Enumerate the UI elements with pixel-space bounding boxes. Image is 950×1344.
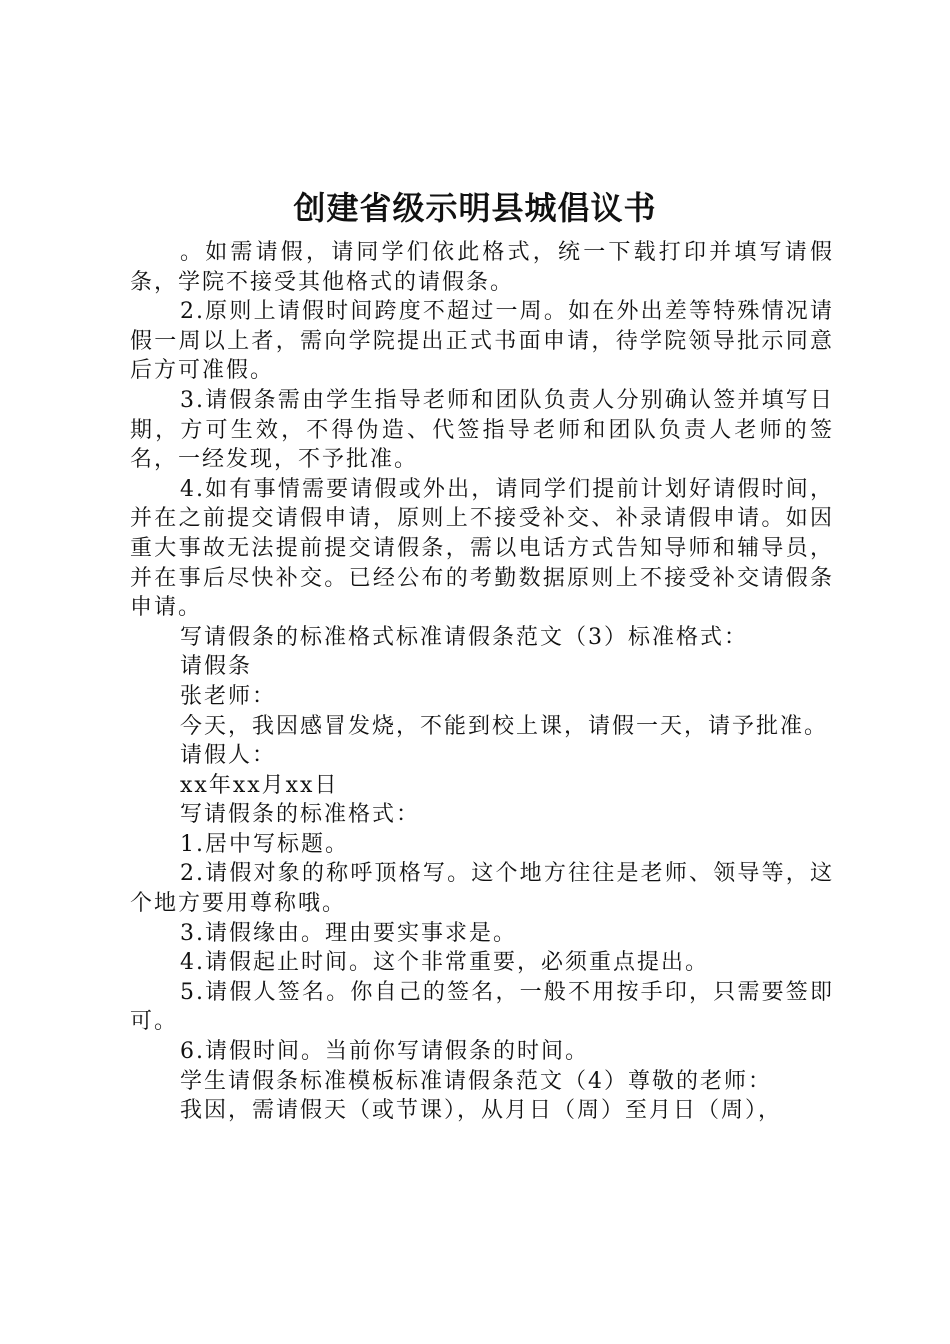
paragraph: 4.如有事情需要请假或外出，请同学们提前计划好请假时间，并在之前提交请假申请，原则上不接受补交、补录请假申请。如因重大事故无法提前提交请假条，需以电话方式告知导师和辅导员，并在事后尽快补交。已经公布的考勤数据原则上不接受补交请假条申请。 <box>130 476 834 621</box>
paragraph: 3.请假缘由。理由要实事求是。 <box>180 920 517 946</box>
paragraph: 学生请假条标准模板标准请假条范文（4）尊敬的老师： <box>180 1068 772 1094</box>
paragraph: 。如需请假，请同学们依此格式，统一下载打印并填写请假条，学院不接受其他格式的请假条。 <box>130 240 834 295</box>
paragraph: 请假人： <box>180 743 277 769</box>
paragraph: xx年xx月xx日 <box>180 772 339 798</box>
document-body <box>130 238 834 1126</box>
paragraph: 6.请假时间。当前你写请假条的时间。 <box>180 1039 589 1065</box>
paragraph: 2.原则上请假时间跨度不超过一周。如在外出差等特殊情况请假一周以上者，需向学院提出正式书面申请，待学院领导批示同意后方可准假。 <box>130 299 834 384</box>
paragraph: 1.居中写标题。 <box>180 831 349 857</box>
paragraph: 今天，我因感冒发烧，不能到校上课，请假一天，请予批准。 <box>180 713 829 739</box>
paragraph: 张老师： <box>180 683 277 709</box>
paragraph: 2.请假对象的称呼顶格写。这个地方往往是老师、领导等，这个地方要用尊称哦。 <box>130 861 834 917</box>
paragraph: 5.请假人签名。你自己的签名，一般不用按手印，只需要签即可。 <box>130 979 834 1035</box>
paragraph: 4.请假起止时间。这个非常重要，必须重点提出。 <box>180 950 709 976</box>
paragraph: 写请假条的标准格式： <box>180 802 421 828</box>
paragraph: 3.请假条需由学生指导老师和团队负责人分别确认签并填写日期，方可生效，不得伪造、代签指导老师和团队负责人老师的签名，一经发现，不予批准。 <box>130 387 834 473</box>
document-title: 创建省级示明县城倡议书 <box>293 189 657 227</box>
paragraph: 请假条 <box>180 654 253 680</box>
paragraph: 我因，需请假天（或节课），从月日（周）至月日（周）， <box>180 1098 783 1124</box>
paragraph: 写请假条的标准格式标准请假条范文（3）标准格式： <box>180 624 748 650</box>
